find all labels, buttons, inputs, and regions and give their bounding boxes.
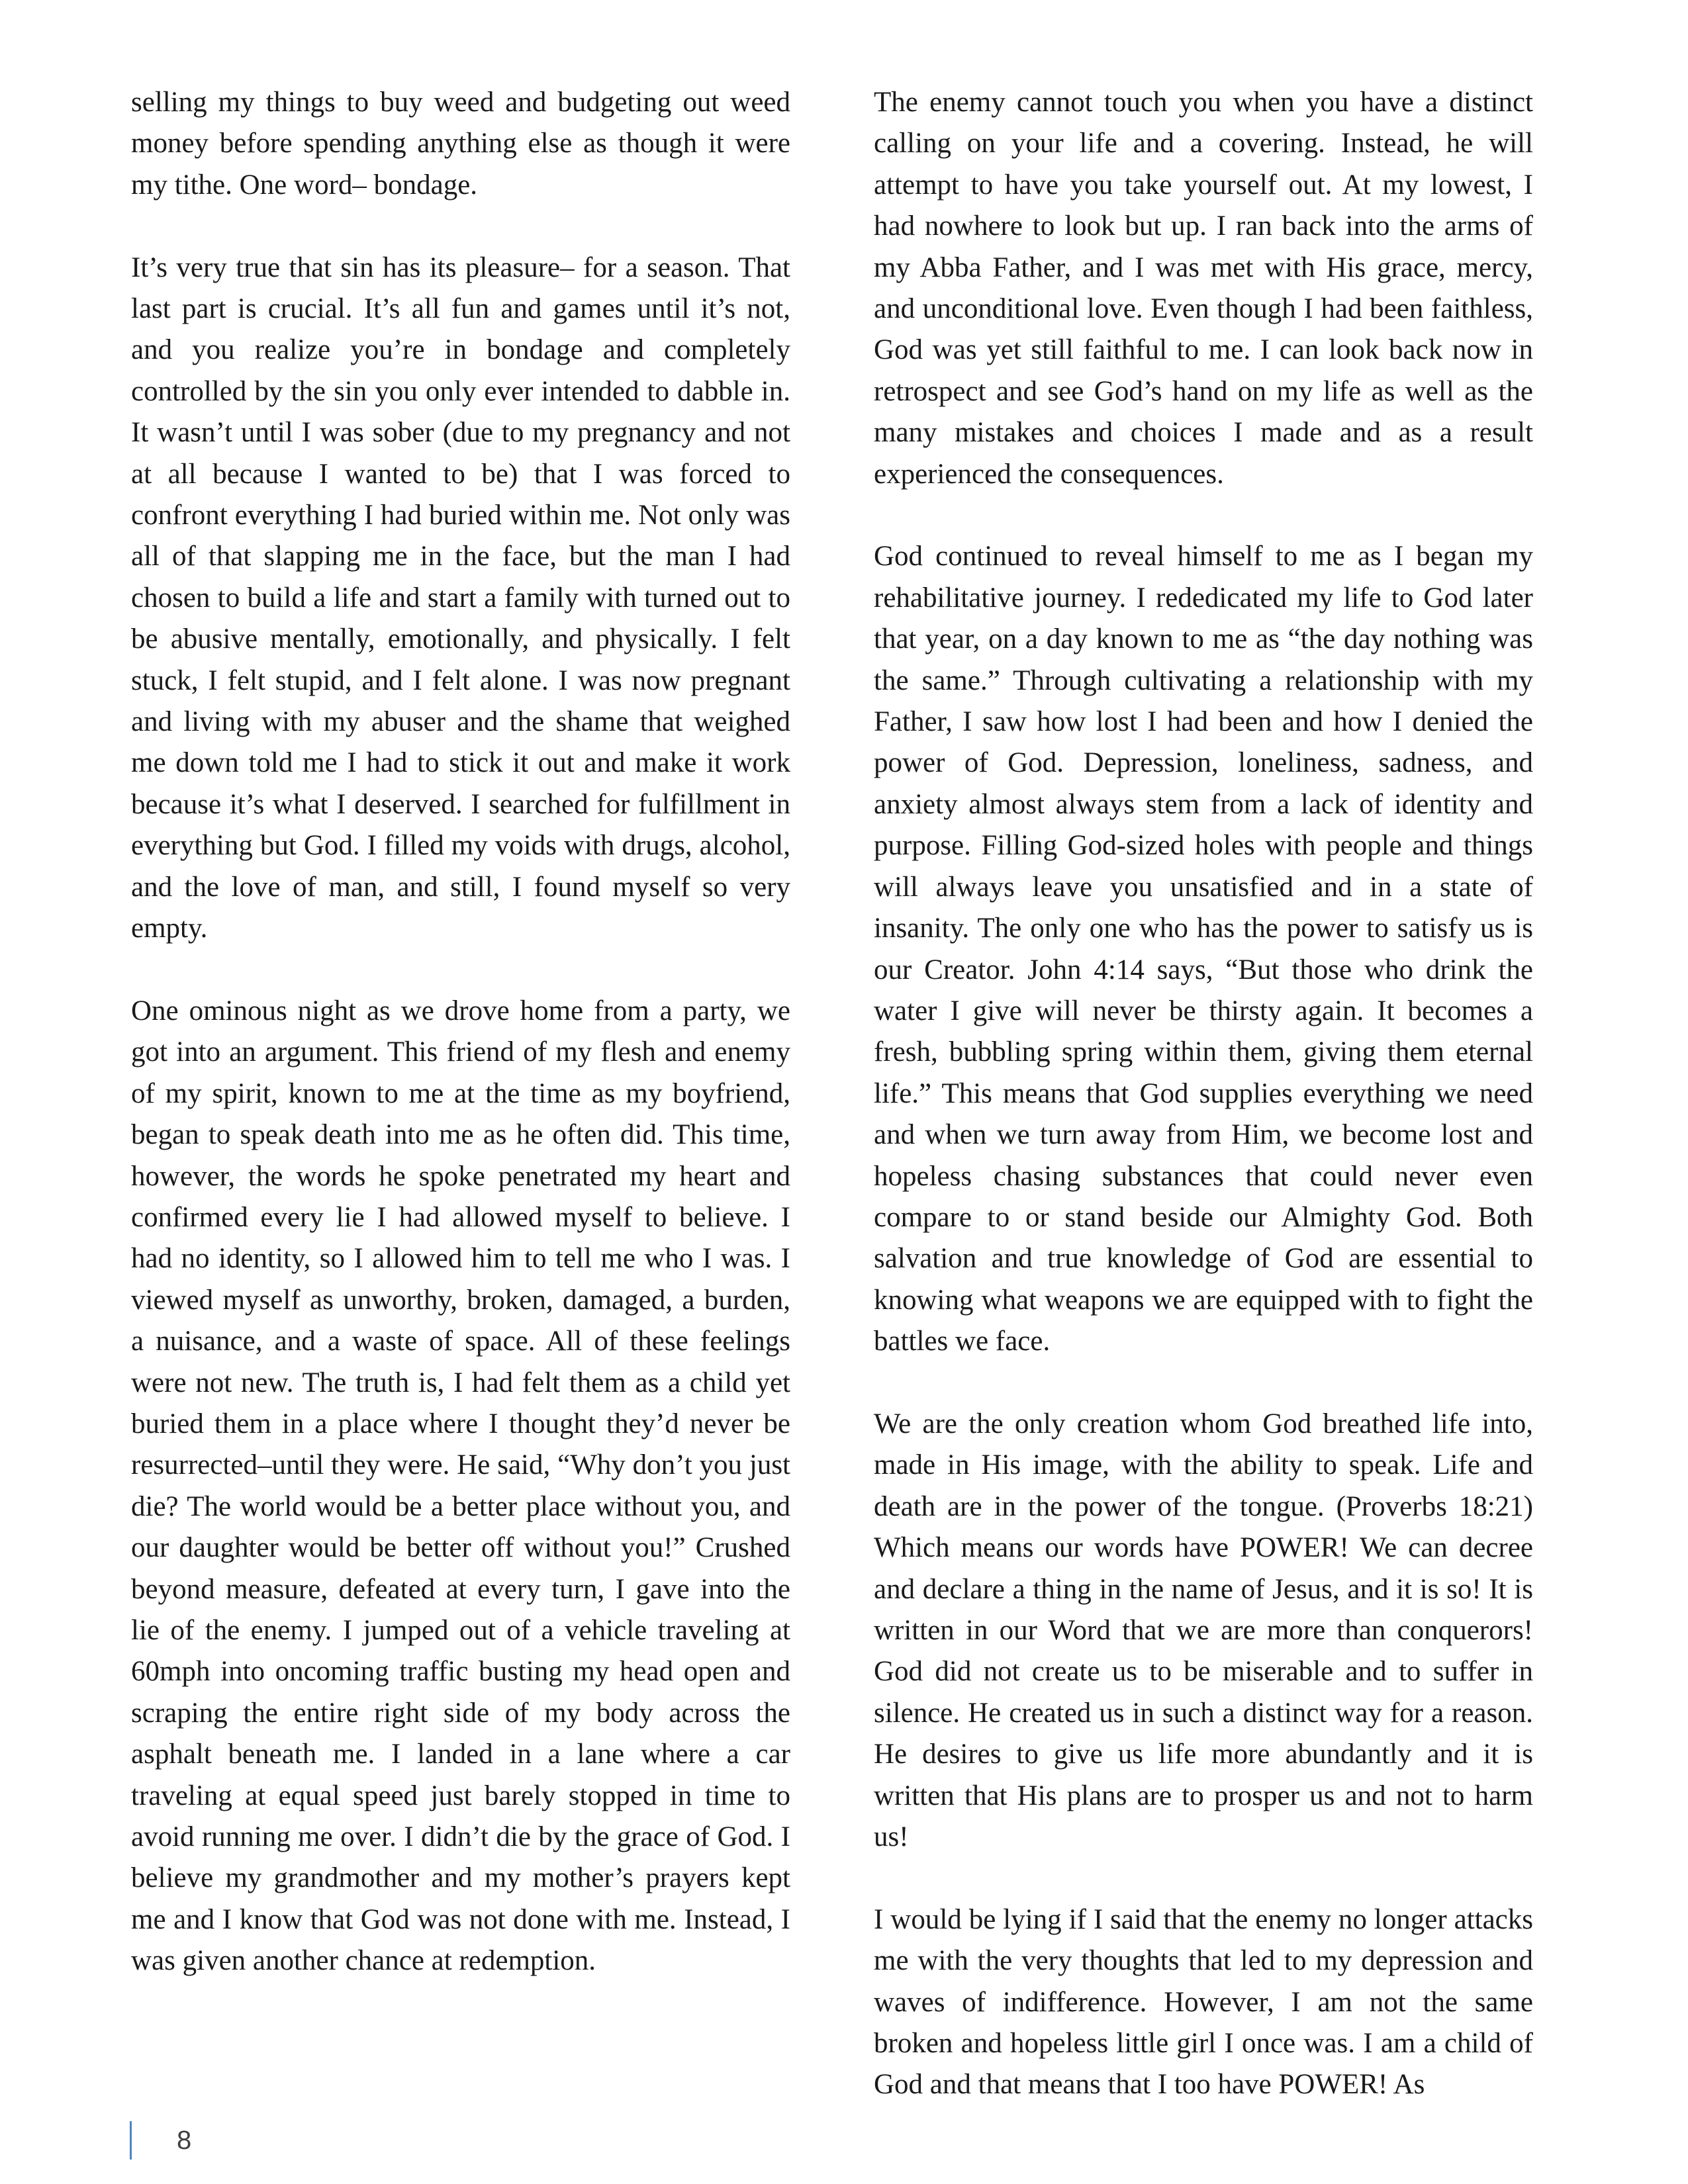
paragraph: We are the only creation whom God breathed life into, made in His image, with the ability to speak. Life and death are in the power of the tongue. (Proverbs 18:21) Which means our words have POWER! We can decree and declare a thing in the name of Jesus, and it is so! It is written in our Word that we are more than conquerors! God did not create us to be miserable and to suffer in silence. He created us in such a distinct way for a reason. He desires to give us life more abundantly and it is written that His plans are to prosper us and not to harm us! — [874, 1408, 1533, 1853]
paragraph: I would be lying if I said that the enemy no longer attacks me with the very thoughts that led to my depression and waves of indifference. However, I am not the same broken and hopeless little girl I once was. I am a child of God and that means that I too have POWER! As — [874, 1903, 1533, 2101]
paragraph: selling my things to buy weed and budgeting out weed money before spending anything else as though it were my tithe. One word– bondage. — [131, 87, 790, 201]
right-column — [874, 82, 1533, 2106]
paragraph: God continued to reveal himself to me as I began my rehabilitative journey. I rededicated my life to God later that year, on a day known to me as “the day nothing was the same.” Through cultivating a relationship with my Father, I saw how lost I had been and how I denied the power of God. Depression, loneliness, sadness, and anxiety almost always stem from a lack of identity and purpose. Filling God-sized holes with people and things will always leave you unsatisfied and in a state of insanity. The only one who has the power to satisfy us is our Creator. John 4:14 says, “But those who drink the water I give will never be thirsty again. It becomes a fresh, bubbling spring within them, giving them eternal life.” This means that God supplies everything we need and when we turn away from Him, we become lost and hopeless chasing substances that could never even compare to or stand beside our Almighty God. Both salvation and true knowledge of God are essential to knowing what weapons we are equipped with to fight the battles we face. — [874, 541, 1533, 1357]
paragraph: It’s very true that sin has its pleasure– for a season. That last part is crucial. It’s all fun and games until it’s not, and you realize you’re in bondage and completely controlled by the sin you only ever intended to dabble in. It wasn’t until I was sober (due to my pregnancy and not at all because I wanted to be) that I was forced to confront everything I had buried within me. Not only was all of that slapping me in the face, but the man I had chosen to build a life and start a family with turned out to be abusive mentally, emotionally, and physically. I felt stuck, I felt stupid, and I felt alone. I was now pregnant and living with my abuser and the shame that weighed me down told me I had to stick it out and make it work because it’s what I deserved. I searched for fulfillment in everything but God. I filled my voids with drugs, alcohol, and the love of man, and still, I found myself so very empty. — [131, 251, 790, 944]
paragraph: One ominous night as we drove home from a party, we got into an argument. This friend of my flesh and enemy of my spirit, known to me at the time as my boyfriend, began to speak death into me as he often did. This time, however, the words he spoke penetrated my heart and confirmed every lie I had allowed myself to believe. I had no identity, so I allowed him to tell me who I was. I viewed myself as unworthy, broken, damaged, a burden, a nuisance, and a waste of space. All of these feelings were not new. The truth is, I had felt them as a child yet buried them in a place where I thought they’d never be resurrected–until they were. He said, “Why don’t you just die? The world would be a better place without you, and our daughter would be better off without you!” Crushed beyond measure, defeated at every turn, I gave into the lie of the enemy. I jumped out of a vehicle traveling at 60mph into oncoming traffic busting my head open and scraping the entire right side of my body across the asphalt beneath me. I landed in a lane where a car traveling at equal speed just barely stopped in time to avoid running me over. I didn’t die by the grace of God. I believe my grandmother and my mother’s prayers kept me and I know that God was not done with me. Instead, I was given another chance at redemption. — [131, 995, 790, 1977]
page-number: 8 — [177, 2125, 192, 2155]
page-footer — [130, 2121, 191, 2160]
left-column — [131, 82, 790, 1982]
footer-divider — [130, 2121, 132, 2160]
paragraph: The enemy cannot touch you when you have a distinct calling on your life and a covering. Instead, he will attempt to have you take yourself out. At my lowest, I had nowhere to look but up. I ran back into the arms of my Abba Father, and I was met with His grace, mercy, and unconditional love. Even though I had been faithless, God was yet still faithful to me. I can look back now in retrospect and see God’s hand on my life as well as the many mistakes and choices I made and as a result experienced the consequences. — [874, 87, 1533, 490]
